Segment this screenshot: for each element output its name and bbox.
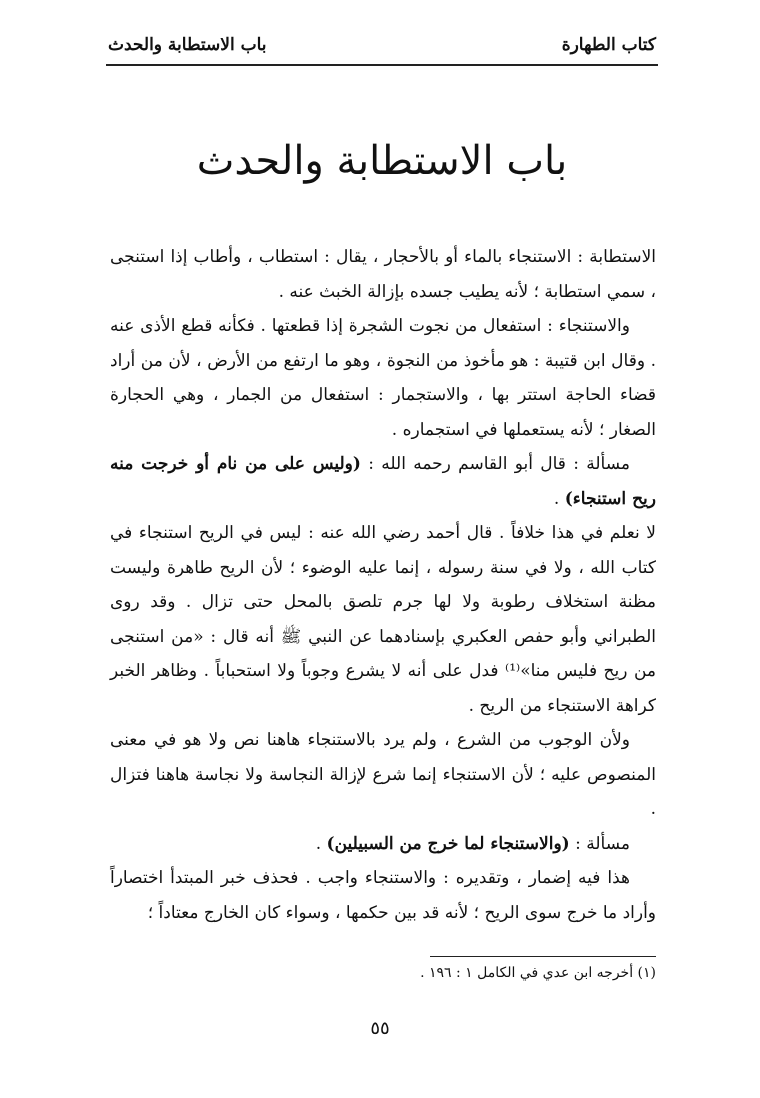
paragraph [110,309,656,447]
bold-text: (وليس على من نام أو خرجت منه ريح استنجاء) [110,454,656,509]
text-segment: ولأن الوجوب من الشرع ، ولم يرد بالاستنجاء هاهنا نص ولا هو في معنى المنصوص عليه ؛ لأن الاستنجاء إنما شرع لإزالة النجاسة ولا نجاسة هاهنا فتزال . [110,730,656,819]
text-segment: مسألة : قال أبو القاسم رحمه الله : [360,454,630,474]
paragraph [110,827,656,862]
header-book-title: كتاب الطهارة [561,35,656,55]
running-header [108,30,656,60]
text-segment: . [315,833,327,854]
paragraph [110,861,656,930]
text-segment: مسألة : [569,833,630,854]
header-chapter-title: باب الاستطابة والحدث [108,35,267,55]
bold-text: (والاستنجاء لما خرج من السبيلين) [326,833,570,854]
footnote-divider [430,956,656,957]
paragraph [110,447,656,516]
chapter-title: باب الاستطابة والحدث [196,138,568,184]
text-segment: . [553,488,565,509]
text-segment: لا نعلم في هذا خلافاً . قال أحمد رضي الله عنه : ليس في الريح استنجاء في كتاب الله ، ولا في سنة رسوله ، إنما عليه الوضوء ؛ لأن الريح طاهرة وليست مظنة استخلاف رطوبة ولا لها جرم تلصق بالمحل حتى تزال . وقد روى الطبراني وأبو حفص العكبري بإسنادهما عن النبي ﷺ أنه قال : «من استنجى من ريح فليس منا»⁽¹⁾ فدل على أنه لا يشرع وجوباً ولا استحباباً . وظاهر الخبر كراهة الاستنجاء من الريح . [110,523,656,716]
footnote: (١) أخرجه ابن عدي في الكامل ١ : ١٩٦ . [420,965,656,981]
text-segment: الاستطابة : الاستنجاء بالماء أو بالأحجار ، يقال : استطاب ، وأطاب إذا استنجى ، سمي استطابة ؛ لأنه يطيب جسده بإزالة الخبث عنه . [110,247,656,302]
paragraph [110,723,656,827]
body-text [110,240,656,930]
paragraph [110,240,656,309]
text-segment: هذا فيه إضمار ، وتقديره : والاستنجاء واجب . فحذف خبر المبتدأ اختصاراً وأراد ما خرج سوى الريح ؛ لأنه قد بين حكمها ، وسواء كان الخارج معتاداً ؛ [110,868,656,923]
text-segment: والاستنجاء : استفعال من نجوت الشجرة إذا قطعتها . فكأنه قطع الأذى عنه . وقال ابن قتيبة : هو مأخوذ من النجوة ، وهو ما ارتفع من الأرض ، لأن من أراد قضاء الحاجة استتر بها ، والاستجمار : استفعال من الجمار ، وهي الحجارة الصغار ؛ لأنه يستعملها في استجماره . [110,316,656,440]
header-divider [106,64,658,66]
paragraph [110,516,656,723]
page-number: ٥٥ [370,1018,390,1039]
